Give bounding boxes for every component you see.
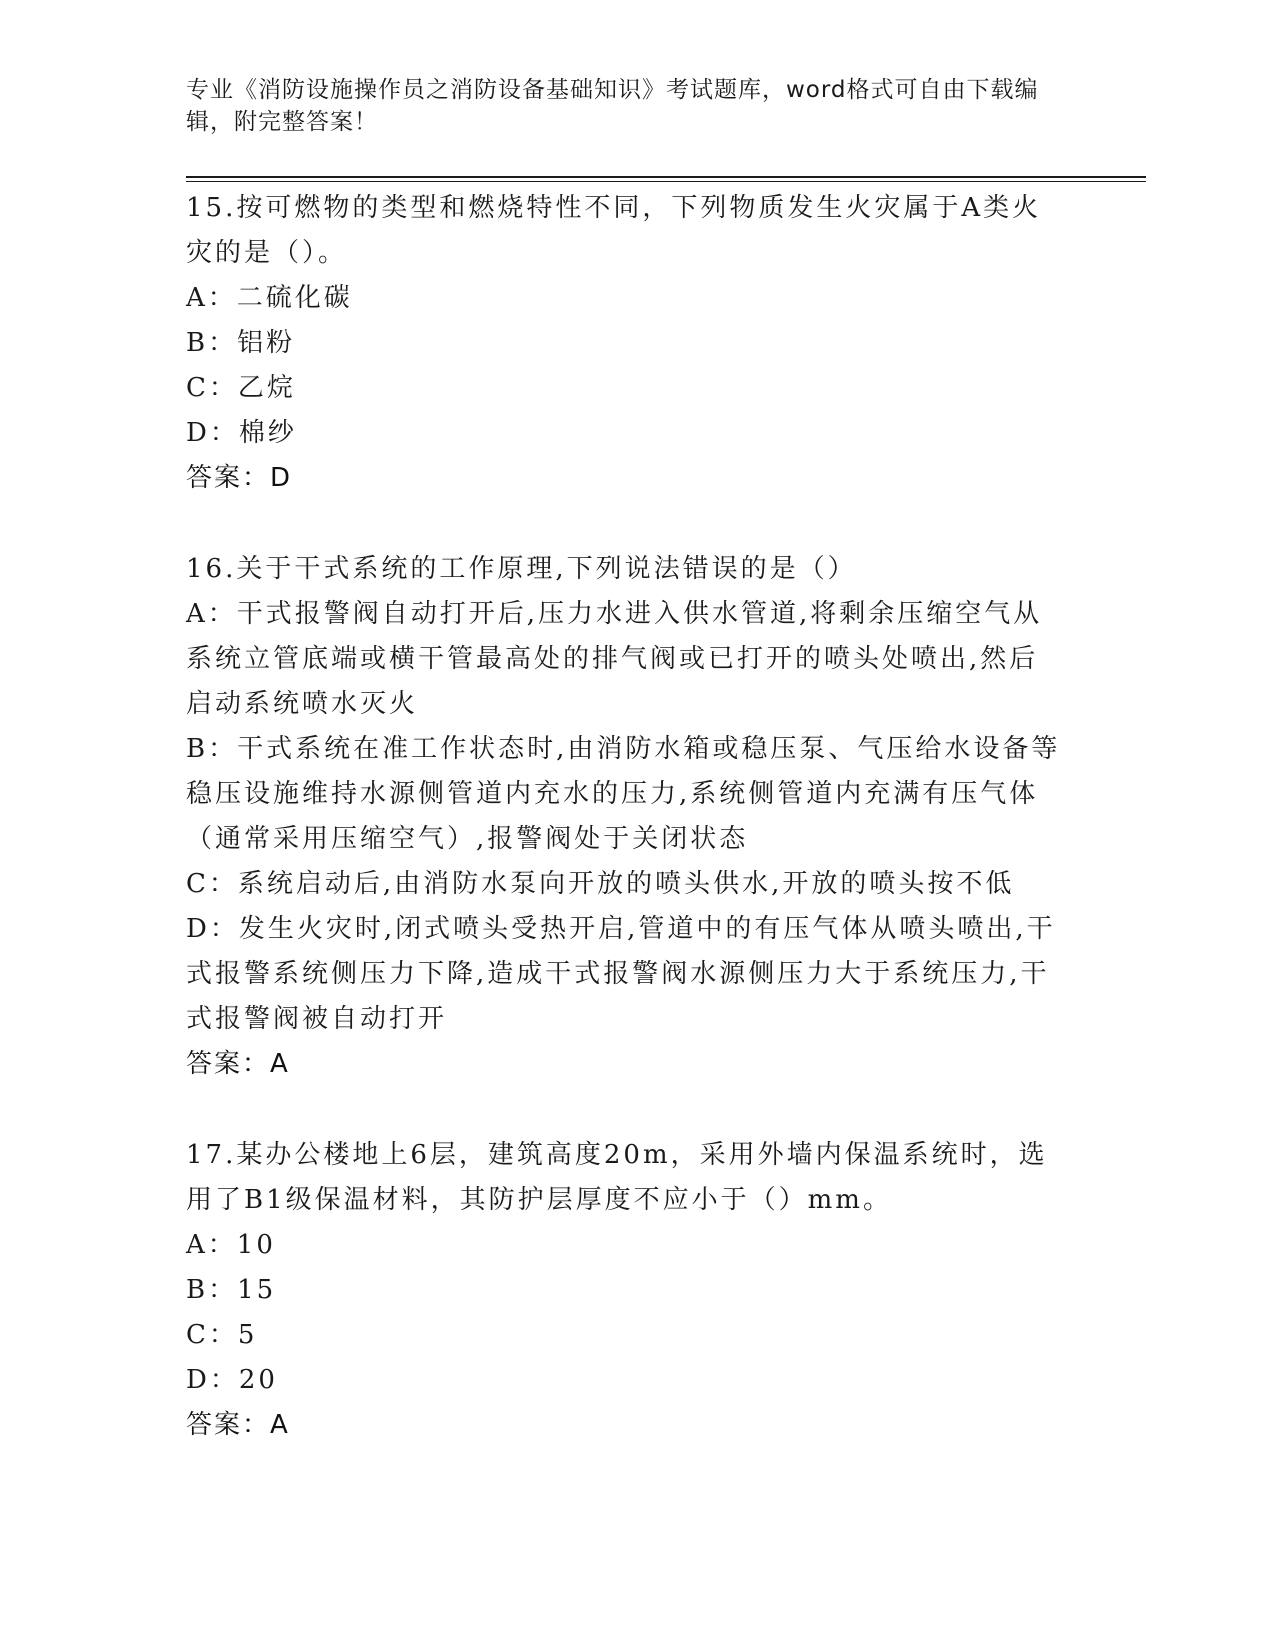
question-17 (186, 1133, 1066, 1448)
answer: 答案：A (186, 1410, 290, 1440)
option-b: B：铝粉 (186, 328, 296, 358)
option-c: C：5 (186, 1320, 258, 1350)
header-divider-thin (186, 181, 1146, 182)
option-a: A：干式报警阀自动打开后,压力水进入供水管道,将剩余压缩空气从系统立管底端或横干管最高处的排气阀或已打开的喷头处喷出,然后启动系统喷水灭火 (186, 599, 1043, 719)
question-list (186, 186, 1066, 1494)
header-text: 专业《消防设施操作员之消防设备基础知识》考试题库，word格式可自由下载编辑，附完整答案！ (186, 77, 1039, 135)
option-d: D：棉纱 (186, 418, 297, 448)
answer: 答案：D (186, 463, 293, 493)
option-b: B：干式系统在准工作状态时,由消防水箱或稳压泵、气压给水设备等稳压设施维持水源侧管道内充水的压力,系统侧管道内充满有压气体（通常采用压缩空气）,报警阀处于关闭状态 (186, 734, 1061, 854)
answer: 答案：A (186, 1049, 290, 1079)
header-divider-thick (186, 176, 1146, 178)
option-d: D：发生火灾时,闭式喷头受热开启,管道中的有压气体从喷头喷出,干式报警系统侧压力下降,造成干式报警阀水源侧压力大于系统压力,干式报警阀被自动打开 (186, 914, 1056, 1034)
question-stem: 17.某办公楼地上6层，建筑高度20m，采用外墙内保温系统时，选用了B1级保温材料，其防护层厚度不应小于（）mm。 (186, 1140, 1048, 1215)
option-c: C：乙烷 (186, 373, 296, 403)
option-b: B：15 (186, 1275, 277, 1305)
question-16 (186, 547, 1066, 1087)
option-a: A：10 (186, 1230, 276, 1260)
option-c: C：系统启动后,由消防水泵向开放的喷头供水,开放的喷头按不低 (186, 869, 1015, 899)
option-d: D：20 (186, 1365, 278, 1395)
question-stem: 15.按可燃物的类型和燃烧特性不同，下列物质发生火灾属于A类火灾的是（）。 (186, 193, 1042, 268)
question-stem: 16.关于干式系统的工作原理,下列说法错误的是（） (186, 554, 857, 584)
option-a: A：二硫化碳 (186, 283, 353, 313)
question-15 (186, 186, 1066, 501)
